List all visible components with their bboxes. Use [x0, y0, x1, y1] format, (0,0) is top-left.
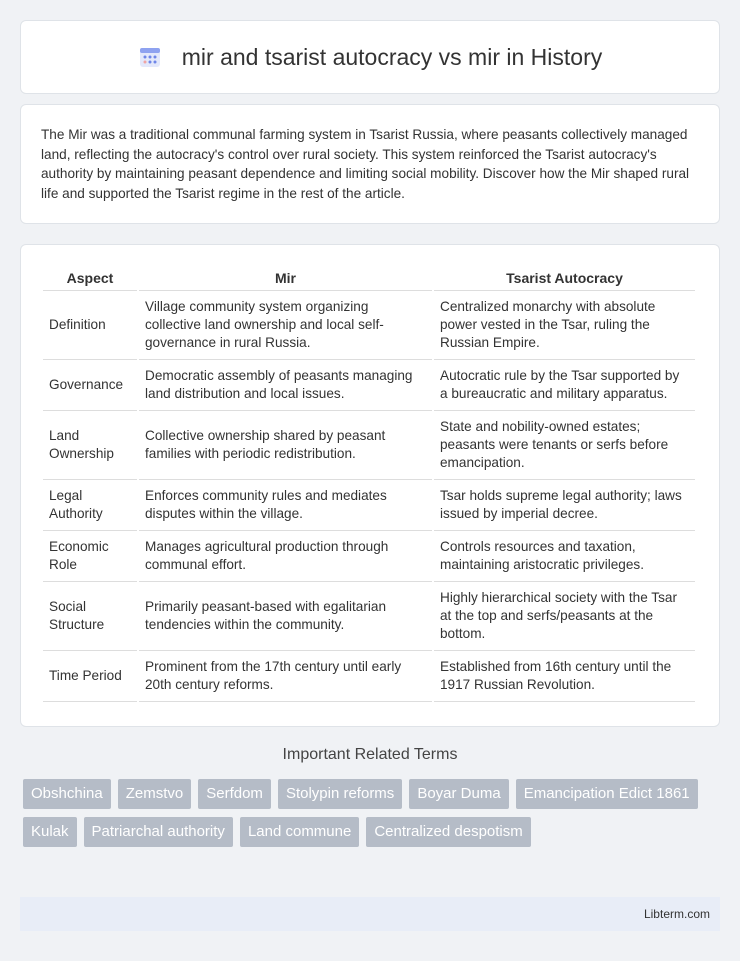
table-row	[43, 291, 695, 360]
tag-emancipation-edict[interactable]: Emancipation Edict 1861	[516, 779, 698, 809]
tag-obshchina[interactable]: Obshchina	[23, 779, 111, 809]
tsarist-cell: Centralized monarchy with absolute power vested in the Tsar, ruling the Russian Empire.	[434, 291, 695, 360]
header-tsarist: Tsarist Autocracy	[434, 265, 695, 291]
mir-cell: Manages agricultural production through communal effort.	[139, 531, 432, 582]
aspect-cell: Economic Role	[43, 531, 137, 582]
mir-cell: Democratic assembly of peasants managing land distribution and local issues.	[139, 360, 432, 411]
intro-text: The Mir was a traditional communal farming system in Tsarist Russia, where peasants collectively managed land, reflecting the autocracy's control over rural society. This system reinforced the Tsarist autocracy's authority by maintaining peasant dependence and limiting social mobility. Discover how the Mir shaped rural life and supported the Tsarist regime in the rest of the article.	[41, 127, 690, 201]
aspect-cell: Time Period	[43, 651, 137, 702]
table-row	[43, 360, 695, 411]
table-row	[43, 651, 695, 702]
tsarist-cell: Highly hierarchical society with the Tsar at the top and serfs/peasants at the bottom.	[434, 582, 695, 651]
mir-cell: Prominent from the 17th century until early 20th century reforms.	[139, 651, 432, 702]
header-card	[20, 20, 720, 94]
mir-cell: Enforces community rules and mediates disputes within the village.	[139, 480, 432, 531]
intro-card	[20, 104, 720, 224]
tag-land-commune[interactable]: Land commune	[240, 817, 359, 847]
aspect-cell: Legal Authority	[43, 480, 137, 531]
table-row	[43, 531, 695, 582]
table-row	[43, 411, 695, 480]
tag-boyar-duma[interactable]: Boyar Duma	[409, 779, 508, 809]
mir-cell: Village community system organizing collective land ownership and local self-governance in rural Russia.	[139, 291, 432, 360]
table-row	[43, 582, 695, 651]
comparison-table	[41, 265, 697, 702]
tag-stolypin-reforms[interactable]: Stolypin reforms	[278, 779, 402, 809]
tsarist-cell: Controls resources and taxation, maintaining aristocratic privileges.	[434, 531, 695, 582]
aspect-cell: Land Ownership	[43, 411, 137, 480]
tsarist-cell: Autocratic rule by the Tsar supported by a bureaucratic and military apparatus.	[434, 360, 695, 411]
comparison-table-card	[20, 244, 720, 727]
aspect-cell: Governance	[43, 360, 137, 411]
tag-zemstvo[interactable]: Zemstvo	[118, 779, 192, 809]
mir-cell: Collective ownership shared by peasant families with periodic redistribution.	[139, 411, 432, 480]
aspect-cell: Social Structure	[43, 582, 137, 651]
table-row	[43, 480, 695, 531]
grid-calendar-icon	[138, 45, 162, 69]
aspect-cell: Definition	[43, 291, 137, 360]
tsarist-cell: Established from 16th century until the 1917 Russian Revolution.	[434, 651, 695, 702]
table-header-row	[43, 265, 695, 291]
page-title: mir and tsarist autocracy vs mir in History	[181, 43, 603, 70]
tag-centralized-despotism[interactable]: Centralized despotism	[366, 817, 530, 847]
tsarist-cell: Tsar holds supreme legal authority; laws issued by imperial decree.	[434, 480, 695, 531]
footer	[20, 897, 720, 931]
related-terms-tags	[23, 779, 713, 847]
related-terms-title: Important Related Terms	[282, 746, 458, 763]
header-mir: Mir	[139, 265, 432, 291]
header-aspect: Aspect	[43, 265, 137, 291]
tag-serfdom[interactable]: Serfdom	[198, 779, 271, 809]
tsarist-cell: State and nobility-owned estates; peasants were tenants or serfs before emancipation.	[434, 411, 695, 480]
tag-patriarchal-authority[interactable]: Patriarchal authority	[84, 817, 233, 847]
tag-kulak[interactable]: Kulak	[23, 817, 77, 847]
mir-cell: Primarily peasant-based with egalitarian tendencies within the community.	[139, 582, 432, 651]
footer-site-link[interactable]: Libterm.com	[643, 907, 710, 921]
